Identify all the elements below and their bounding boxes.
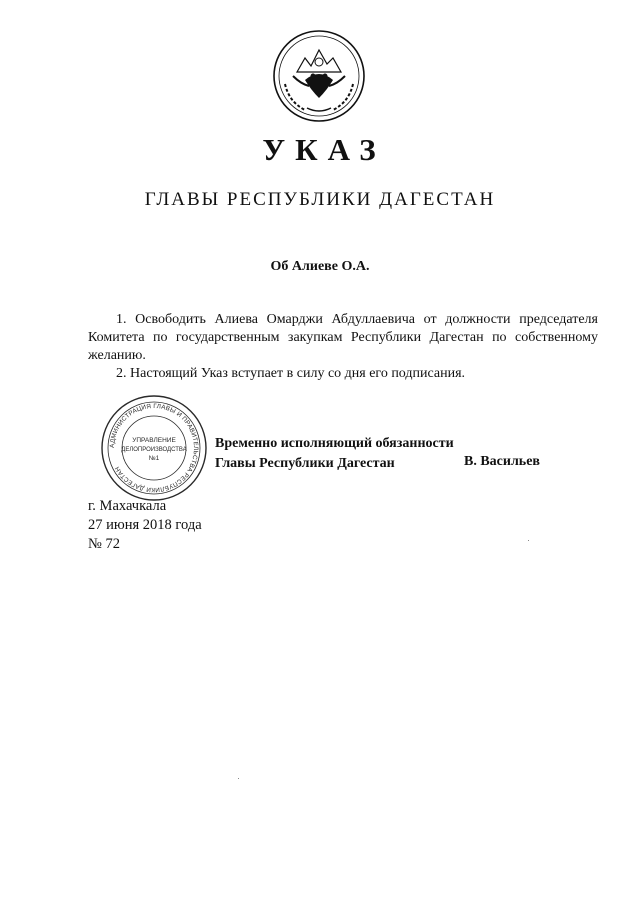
decree-title: УКАЗ	[262, 132, 386, 167]
decree-paragraph-2: 2. Настоящий Указ вступает в силу со дня его подписания.	[116, 366, 466, 381]
office-stamp	[94, 392, 214, 504]
issue-place: г. Махачкала	[88, 498, 167, 514]
stamp-line-2: ДЕЛОПРОИЗВОДСТВА	[121, 447, 187, 453]
scan-speck	[238, 778, 239, 779]
stamp-line-1: УПРАВЛЕНИЕ	[132, 437, 176, 444]
decree-issuer: ГЛАВЫ РЕСПУБЛИКИ ДАГЕСТАН	[144, 189, 496, 210]
signatory-position	[215, 434, 454, 474]
signatory-position-line-2: Главы Республики Дагестан	[215, 456, 395, 471]
signatory-name: В. Васильев	[464, 454, 540, 469]
dagestan-coat-of-arms-icon	[271, 28, 367, 124]
scan-speck	[528, 540, 529, 541]
decree-number: № 72	[88, 536, 120, 552]
stamp-outer-text: АДМИНИСТРАЦИЯ ГЛАВЫ И ПРАВИТЕЛЬСТВА РЕСПУБЛИКИ ДАГЕСТАН	[108, 402, 200, 494]
decree-subject: Об Алиеве О.А.	[270, 259, 370, 274]
signatory-position-line-1: Временно исполняющий обязанности	[215, 436, 454, 451]
issue-date: 27 июня 2018 года	[88, 517, 202, 533]
stamp-line-3: №1	[148, 455, 160, 462]
decree-paragraph-1: 1. Освободить Алиева Омарджи Абдуллаевича от должности председателя Комитета по государственным закупкам Республики Дагестан по собственному желанию.	[88, 312, 598, 363]
